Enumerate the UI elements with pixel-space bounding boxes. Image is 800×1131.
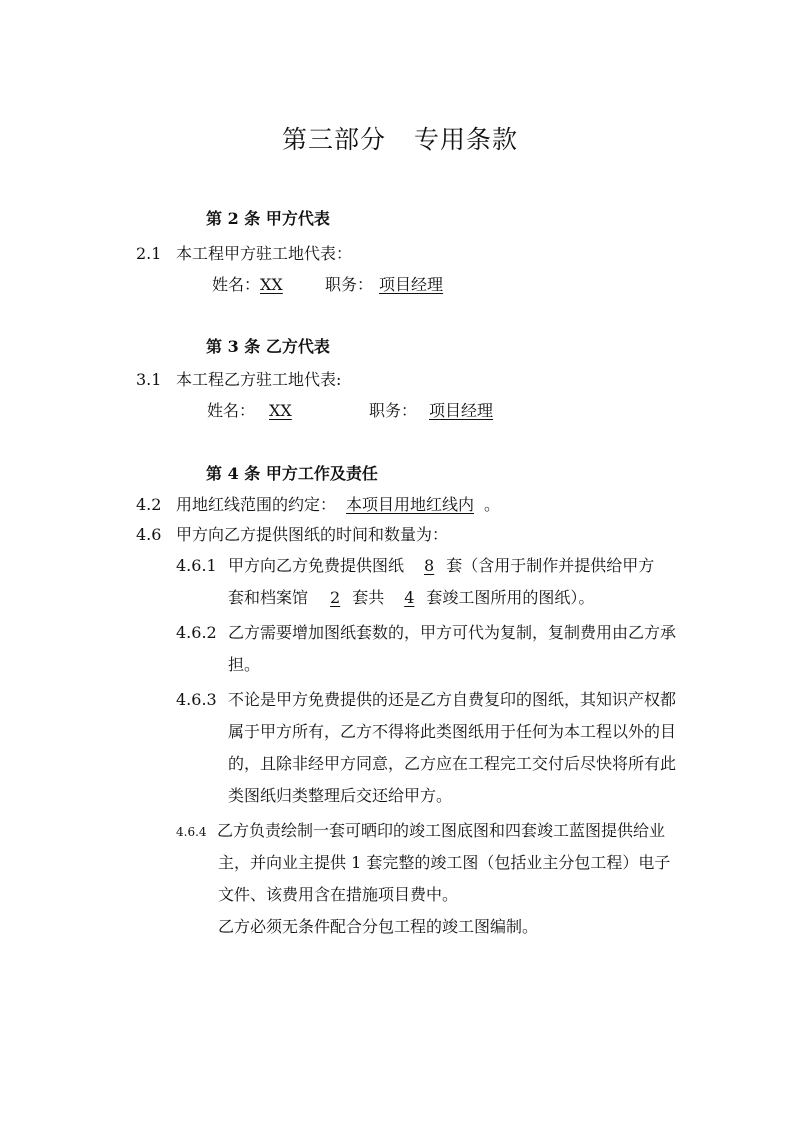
clause-number: 4.6.2 <box>176 623 217 642</box>
party-b-rep-line <box>207 398 306 421</box>
name-value: XX <box>269 401 292 420</box>
name-label: 姓名： <box>212 275 261 294</box>
clause-4-6-1-line2 <box>228 585 594 608</box>
clause-text: 套和档案馆 <box>228 588 309 607</box>
name-value: XX <box>260 275 283 294</box>
clause-number: 4.2 <box>136 495 162 514</box>
section-3-heading: 第 3 条 乙方代表 <box>206 337 330 356</box>
clause-4-6 <box>136 522 448 545</box>
section-2-heading: 第 2 条 甲方代表 <box>206 209 330 228</box>
clause-text: 套竣工图所用的图纸）。 <box>426 588 595 607</box>
clause-number: 4.6.4 <box>176 825 207 839</box>
clause-text: 不论是甲方免费提供的还是乙方自费复印的图纸，其知识产权都 <box>228 690 677 709</box>
clause-4-6-4-line1 <box>176 818 665 841</box>
red-line-scope: 本项目用地红线内 <box>346 495 475 514</box>
archive-sets-value: 2 <box>330 588 341 607</box>
clause-text: 乙方负责绘制一套可晒印的竣工图底图和四套竣工蓝图提供给业 <box>217 821 666 840</box>
party-a-post-line <box>325 272 459 295</box>
clause-2-1 <box>136 241 352 264</box>
clause-text: 本工程甲方驻工地代表： <box>176 244 353 263</box>
clause-text: 套（含用于制作并提供给甲方 <box>446 556 655 575</box>
clause-4-6-3-line4: 类图纸归类整理后交还给甲方。 <box>228 786 453 805</box>
clause-number: 4.6.3 <box>176 690 217 709</box>
clause-4-6-1-line1 <box>176 553 654 576</box>
party-b-post-line <box>369 398 511 421</box>
party-a-rep-line <box>212 272 283 295</box>
name-label: 姓名： <box>207 401 256 420</box>
title-name: 专用条款 <box>414 125 519 154</box>
clause-4-6-3-line2: 属于甲方所有，乙方不得将此类图纸用于任何为本工程以外的目 <box>228 722 677 741</box>
clause-4-6-2-line1 <box>176 620 676 643</box>
post-label: 职务： <box>325 275 374 294</box>
clause-4-6-4-line3: 文件、该费用含在措施项目费中。 <box>218 885 459 904</box>
section-4-heading: 第 4 条 甲方工作及责任 <box>206 464 378 483</box>
clause-end: 。 <box>484 495 501 514</box>
clause-text: 甲方向乙方提供图纸的时间和数量为： <box>176 525 449 544</box>
title-part: 第三部分 <box>281 125 386 154</box>
post-label: 职务： <box>369 401 418 420</box>
clause-4-6-4-line4: 乙方必须无条件配合分包工程的竣工图编制。 <box>218 917 539 936</box>
clause-number: 4.6.1 <box>176 556 217 575</box>
clause-4-6-3-line3: 的，且除非经甲方同意，乙方应在工程完工交付后尽快将所有此 <box>228 754 677 773</box>
drawing-sets-value: 8 <box>424 556 435 575</box>
clause-3-1 <box>136 367 341 390</box>
clause-text: 甲方向乙方免费提供图纸 <box>228 556 405 575</box>
post-value: 项目经理 <box>429 401 494 420</box>
clause-number: 3.1 <box>136 370 162 389</box>
clause-text: 乙方需要增加图纸套数的，甲方可代为复制，复制费用由乙方承 <box>228 623 677 642</box>
clause-text: 用地红线范围的约定： <box>176 495 337 514</box>
total-sets-value: 4 <box>404 588 415 607</box>
clause-4-6-3-line1 <box>176 687 676 710</box>
post-value: 项目经理 <box>379 275 444 294</box>
clause-text: 套共 <box>352 588 385 607</box>
clause-4-6-4-line2: 主，并向业主提供 1 套完整的竣工图（包括业主分包工程）电子 <box>218 853 671 872</box>
clause-text: 本工程乙方驻工地代表: <box>176 370 342 389</box>
clause-number: 4.6 <box>136 525 162 544</box>
clause-4-2 <box>136 492 500 515</box>
clause-4-6-2-line2: 担。 <box>228 655 261 674</box>
clause-number: 2.1 <box>136 244 162 263</box>
page-title <box>0 120 800 156</box>
